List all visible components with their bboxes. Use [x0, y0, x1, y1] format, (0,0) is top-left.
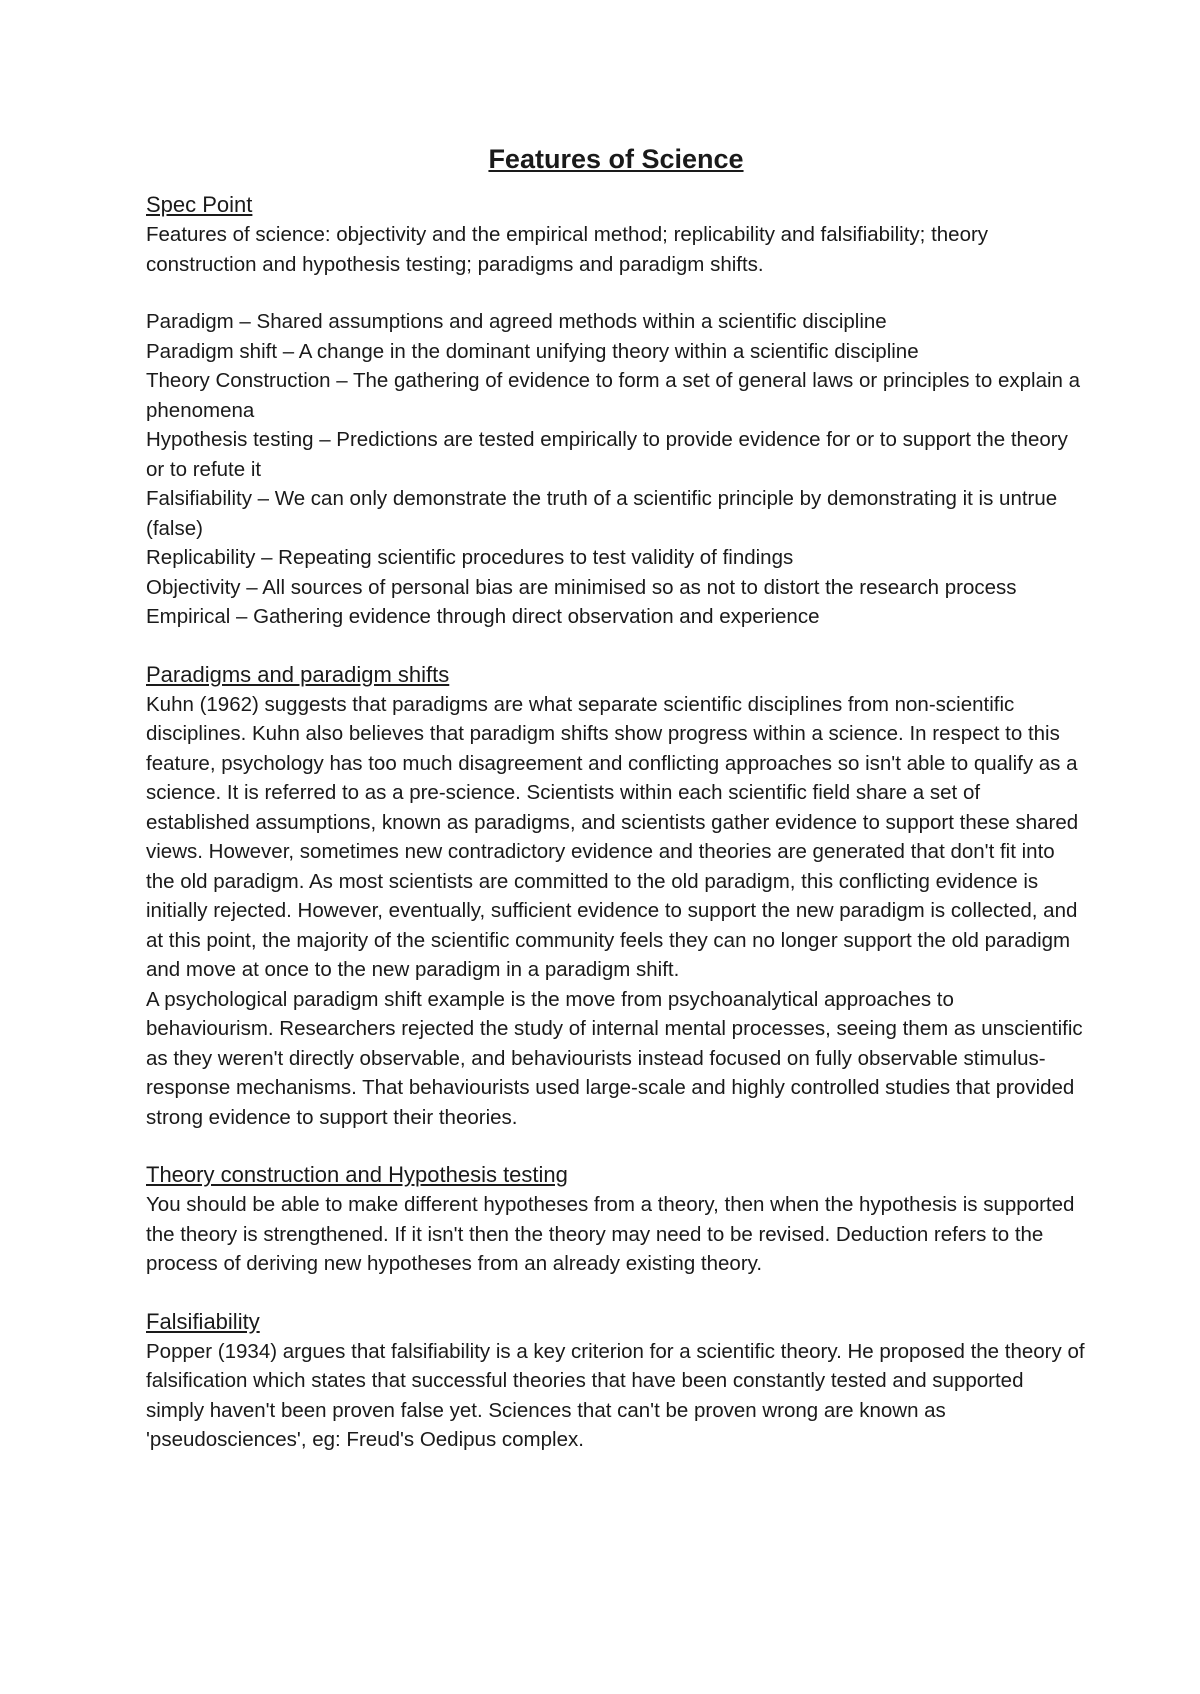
- page-title: Features of Science: [488, 144, 744, 174]
- definition-paradigm-shift: Paradigm shift – A change in the dominant unifying theory within a scientific discipline: [146, 339, 919, 363]
- paradigms-paragraph-2: A psychological paradigm shift example is the move from psychoanalytical approaches to behaviourism. Researchers rejected the study of internal mental processes, seeing them as unscientific as they weren't directly observable, and behaviourists instead focused on fully observable stimulus-response mechanisms. That behaviourists used large-scale and highly controlled studies that provided strong evidence to support their theories.: [146, 987, 1083, 1129]
- definition-objectivity: Objectivity – All sources of personal bias are minimised so as not to distort the research process: [146, 575, 1017, 599]
- spec-point-text: Features of science: objectivity and the empirical method; replicability and falsifiability; theory construction and hypothesis testing; paradigms and paradigm shifts.: [146, 223, 989, 276]
- definition-hypothesis-testing: Hypothesis testing – Predictions are tested empirically to provide evidence for or to support the theory or to refute it: [146, 428, 1068, 481]
- spacer: [146, 632, 1086, 660]
- definition-paradigm: Paradigm – Shared assumptions and agreed methods within a scientific discipline: [146, 310, 887, 333]
- spacer: [146, 279, 1086, 307]
- definition-theory-construction: Theory Construction – The gathering of evidence to form a set of general laws or principles to explain a phenomena: [146, 369, 1081, 422]
- definitions-list: [146, 307, 1086, 632]
- spec-point-heading: Spec Point: [146, 192, 253, 217]
- spacer: [146, 1132, 1086, 1160]
- definition-replicability: Replicability – Repeating scientific procedures to test validity of findings: [146, 546, 794, 569]
- spacer: [146, 1279, 1086, 1307]
- falsifiability-paragraph: Popper (1934) argues that falsifiability is a key criterion for a scientific theory. He proposed the theory of falsification which states that successful theories that have been constantly tested and supported simply haven't been proven false yet. Sciences that can't be proven wrong are known as 'pseudosciences', eg: Freud's Oedipus complex.: [146, 1339, 1085, 1451]
- falsifiability-heading: Falsifiability: [146, 1308, 260, 1334]
- paradigms-paragraph-1: Kuhn (1962) suggests that paradigms are what separate scientific disciplines from non-scientific disciplines. Kuhn also believes that paradigm shifts show progress within a science. In respect to this feature, psychology has too much disagreement and conflicting approaches so isn't able to qualify as a science. It is referred to as a pre-science. Scientists within each scientific field share a set of established assumptions, known as paradigms, and scientists gather evidence to support these shared views. However, sometimes new contradictory evidence and theories are generated that don't fit into the old paradigm. As most scientists are committed to the old paradigm, this conflicting evidence is initially rejected. However, eventually, sufficient evidence to support the new paradigm is collected, and at this point, the majority of the scientific community feels they can no longer support the old paradigm and move at once to the new paradigm in a paradigm shift.: [146, 692, 1079, 981]
- theory-heading: Theory construction and Hypothesis testing: [146, 1162, 568, 1187]
- definition-falsifiability: Falsifiability – We can only demonstrate the truth of a scientific principle by demonstrating it is untrue (false): [146, 487, 1058, 540]
- definition-empirical: Empirical – Gathering evidence through direct observation and experience: [146, 605, 820, 628]
- document-page: [146, 142, 1086, 1455]
- theory-paragraph: You should be able to make different hypotheses from a theory, then when the hypothesis is supported the theory is strengthened. If it isn't then the theory may need to be revised. Deduction refers to the process of deriving new hypotheses from an already existing theory.: [146, 1193, 1075, 1275]
- paradigms-heading: Paradigms and paradigm shifts: [146, 661, 450, 687]
